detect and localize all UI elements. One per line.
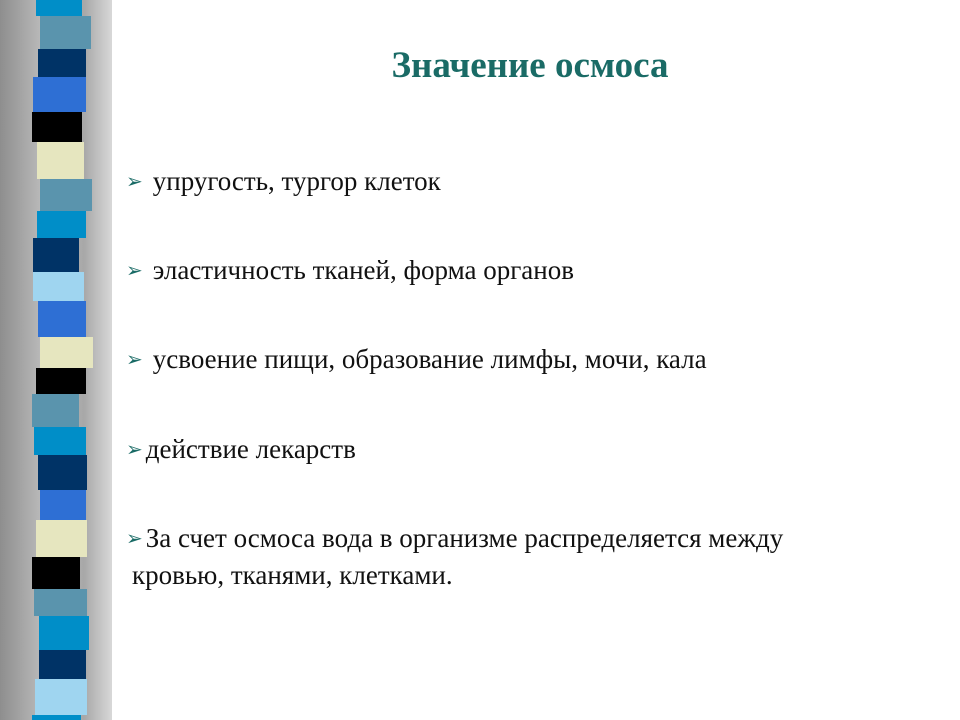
bullet-text: действие лекарств: [145, 434, 356, 464]
arrow-bullet-icon: ➢: [126, 349, 143, 371]
decorative-stripe: [32, 394, 79, 427]
decorative-stripe: [33, 77, 86, 112]
bullet-text: усвоение пищи, образование лимфы, мочи, кала: [152, 344, 707, 374]
decorative-stripe: [33, 238, 79, 272]
decorative-stripe: [39, 616, 89, 650]
bullet-text: упругость, тургор клеток: [152, 166, 441, 196]
arrow-bullet-icon: ➢: [126, 171, 143, 193]
decorative-stripe: [32, 715, 81, 720]
decorative-stripe: [40, 490, 86, 520]
bullet-item: [126, 341, 707, 378]
decorative-stripe: [32, 557, 80, 589]
decorative-stripe: [33, 272, 84, 301]
decorative-stripe: [38, 301, 86, 337]
decorative-stripe: [40, 337, 93, 368]
decorative-stripe: [37, 142, 84, 179]
bullet-item-final: [126, 520, 783, 593]
decorative-stripe: [38, 49, 86, 77]
decorative-stripe: [36, 0, 82, 16]
decorative-left-band: [0, 0, 112, 720]
decorative-stripe: [38, 455, 87, 490]
decorative-stripe: [34, 589, 87, 616]
decorative-stripe: [37, 211, 86, 238]
slide-title: Значение осмоса: [391, 45, 669, 86]
decorative-stripe: [40, 16, 91, 49]
decorative-stripe: [32, 112, 82, 142]
bullet-item: [126, 431, 356, 468]
arrow-bullet-icon: ➢: [126, 528, 143, 550]
arrow-bullet-icon: ➢: [126, 439, 143, 461]
bullet-text-line2: кровью, тканями, клетками.: [132, 560, 453, 590]
bullet-item: [126, 252, 574, 289]
decorative-stripe: [34, 427, 86, 455]
decorative-stripe: [36, 368, 86, 394]
bullet-text-line1: За счет осмоса вода в организме распределяется между: [145, 523, 784, 553]
decorative-stripe: [35, 679, 87, 715]
decorative-stripe: [39, 650, 86, 679]
bullet-text: эластичность тканей, форма органов: [152, 255, 574, 285]
arrow-bullet-icon: ➢: [126, 260, 143, 282]
bullet-item: [126, 163, 441, 200]
decorative-stripe: [40, 179, 92, 211]
decorative-stripe: [36, 520, 87, 557]
